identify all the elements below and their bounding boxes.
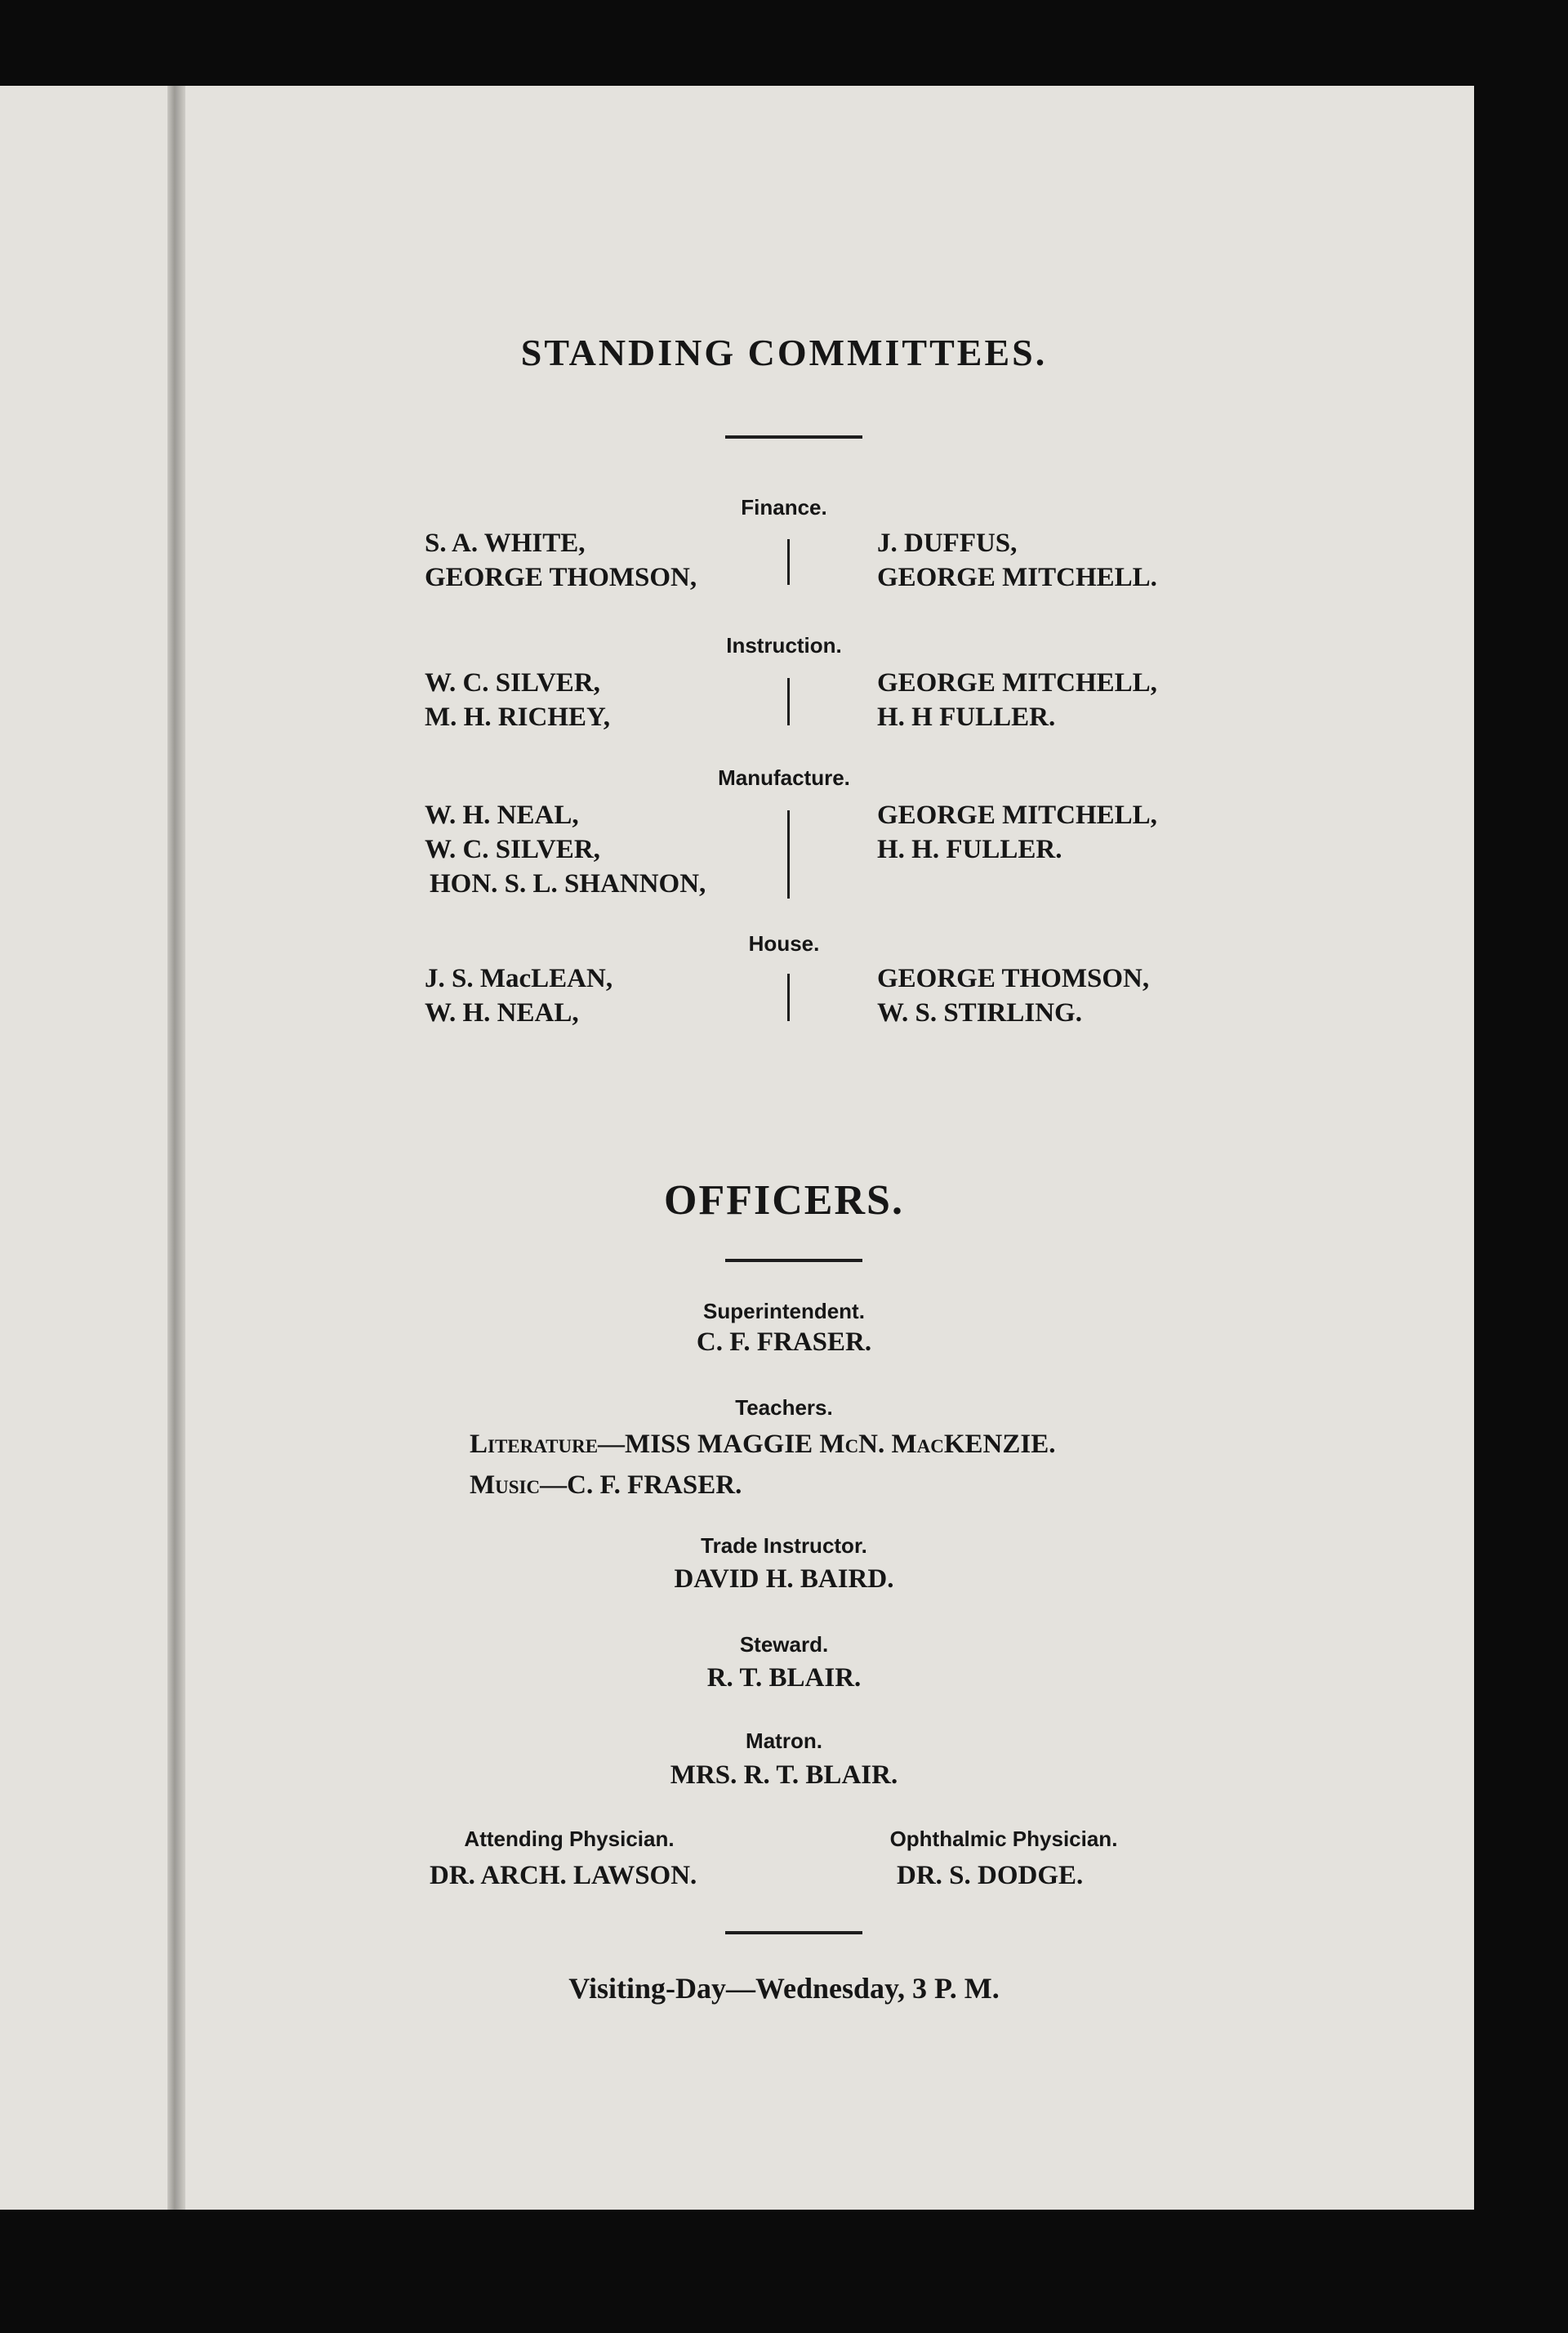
teacher-literature: Literature—MISS MAGGIE McN. MacKENZIE. xyxy=(470,1430,1056,1459)
manufacture-label: Manufacture. xyxy=(718,765,850,790)
manufacture-right-2: H. H. FULLER. xyxy=(877,835,1062,864)
finance-label: Finance. xyxy=(741,495,827,520)
superintendent-name: C. F. FRASER. xyxy=(696,1327,872,1357)
instruction-divider xyxy=(787,678,790,725)
trade-instructor-label: Trade Instructor. xyxy=(701,1533,867,1558)
attending-physician-label: Attending Physician. xyxy=(464,1827,675,1851)
attending-physician-name: DR. ARCH. LAWSON. xyxy=(430,1861,697,1890)
manufacture-left-2: W. C. SILVER, xyxy=(425,835,600,864)
finance-divider xyxy=(787,539,790,585)
manufacture-right-1: GEORGE MITCHELL, xyxy=(877,801,1157,830)
binding-fold xyxy=(167,86,185,2210)
manufacture-divider xyxy=(787,810,790,899)
house-right-1: GEORGE THOMSON, xyxy=(877,964,1150,993)
finance-left-2: GEORGE THOMSON, xyxy=(425,563,697,592)
steward-label: Steward. xyxy=(739,1632,829,1657)
visiting-day: Visiting-Day—Wednesday, 3 P. M. xyxy=(568,1972,1000,2005)
ophthalmic-physician-label: Ophthalmic Physician. xyxy=(889,1827,1118,1851)
trade-instructor-name: DAVID H. BAIRD. xyxy=(674,1564,894,1594)
officers-title: OFFICERS. xyxy=(664,1177,904,1224)
matron-name: MRS. R. T. BLAIR. xyxy=(670,1760,898,1790)
finance-right-2: GEORGE MITCHELL. xyxy=(877,563,1157,592)
house-left-2: W. H. NEAL, xyxy=(425,998,579,1028)
house-divider xyxy=(787,974,790,1021)
finance-right-1: J. DUFFUS, xyxy=(877,529,1018,558)
instruction-right-1: GEORGE MITCHELL, xyxy=(877,668,1157,698)
instruction-left-2: M. H. RICHEY, xyxy=(425,703,611,732)
manufacture-left-3: HON. S. L. SHANNON, xyxy=(430,869,706,899)
instruction-label: Instruction. xyxy=(726,633,842,658)
house-left-1: J. S. MacLEAN, xyxy=(425,964,613,993)
page-sheet xyxy=(0,86,1474,2210)
standing-committees-title: STANDING COMMITTEES. xyxy=(520,332,1048,373)
house-label: House. xyxy=(748,931,820,956)
officers-rule xyxy=(725,1259,862,1262)
instruction-left-1: W. C. SILVER, xyxy=(425,668,600,698)
teachers-label: Teachers. xyxy=(735,1395,833,1420)
title-rule xyxy=(725,435,862,439)
manufacture-left-1: W. H. NEAL, xyxy=(425,801,579,830)
finance-left-1: S. A. WHITE, xyxy=(425,529,586,558)
ophthalmic-physician-name: DR. S. DODGE. xyxy=(897,1861,1084,1890)
house-right-2: W. S. STIRLING. xyxy=(877,998,1082,1028)
steward-name: R. T. BLAIR. xyxy=(706,1663,862,1693)
instruction-right-2: H. H FULLER. xyxy=(877,703,1056,732)
matron-label: Matron. xyxy=(746,1729,822,1753)
footer-rule xyxy=(725,1931,862,1934)
teacher-music: Music—C. F. FRASER. xyxy=(470,1470,742,1500)
superintendent-label: Superintendent. xyxy=(703,1299,865,1323)
